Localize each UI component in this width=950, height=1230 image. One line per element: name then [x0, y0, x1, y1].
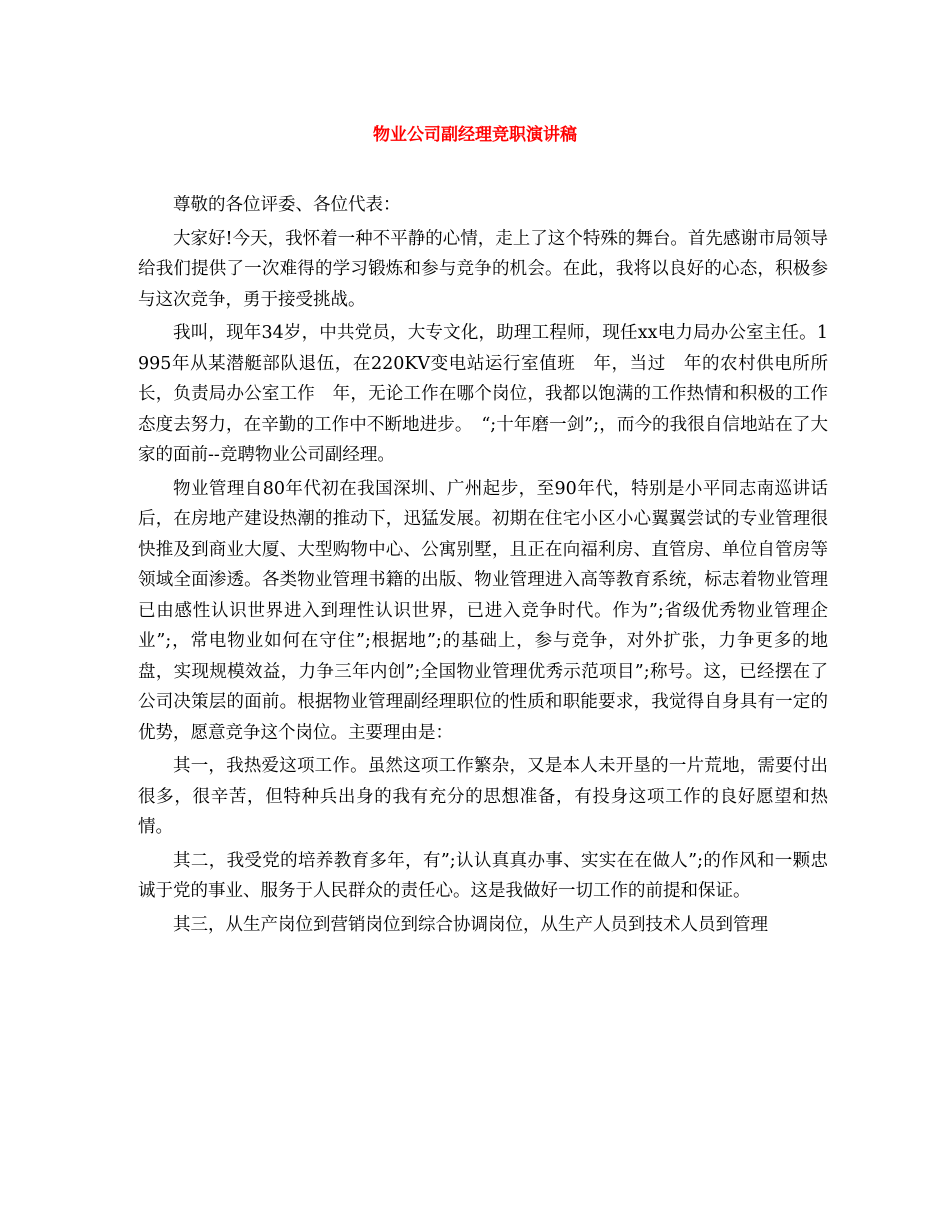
reason-two-paragraph: 其二，我受党的培养教育多年，有”;认认真真办事、实实在在做人”;的作风和一颗忠诚于党的事业、服务于人民群众的责任心。这是我做好一切工作的前提和保证。 [138, 850, 828, 901]
document-body [138, 190, 828, 943]
document-title: 物业公司副经理竞职演讲稿 [373, 125, 577, 145]
greeting-paragraph: 大家好!今天，我怀着一种不平静的心情，走上了这个特殊的舞台。首先感谢市局领导给我们提供了一次难得的学习锻炼和参与竞争的机会。在此，我将以良好的心态，积极参与这次竞争，勇于接受挑战。 [138, 228, 828, 310]
reason-one-paragraph: 其一，我热爱这项工作。虽然这项工作繁杂，又是本人未开垦的一片荒地，需要付出很多，很辛苦，但特种兵出身的我有充分的思想准备，有投身这项工作的良好愿望和热情。 [138, 756, 828, 837]
salutation-paragraph: 尊敬的各位评委、各位代表： [173, 195, 401, 215]
reason-three-paragraph: 其三，从生产岗位到营销岗位到综合协调岗位，从生产人员到技术人员到管理 [173, 914, 768, 935]
self-introduction-paragraph: 我叫，现年34岁，中共党员，大专文化，助理工程师，现任xx电力局办公室主任。1995年从某潜艇部队退伍，在220KV变电站运行室值班 年，当过 年的农村供电所所长，负责局办公室工作 年，无论工作在哪个岗位，我都以饱满的工作热情和积极的工作态度去努力，在辛勤的工作中不断地进步。 “;十年磨一剑”;，而今的我很自信地站在了大家的面前--竞聘物业公司副经理。 [138, 323, 828, 465]
industry-background-paragraph: 物业管理自80年代初在我国深圳、广州起步，至90年代，特别是小平同志南巡讲话后，在房地产建设热潮的推动下，迅猛发展。初期在住宅小区小心翼翼尝试的专业管理很快推及到商业大厦、大型购物中心、公寓别墅，且正在向福利房、直管房、单位自管房等领域全面渗透。各类物业管理书籍的出版、物业管理进入高等教育系统，标志着物业管理已由感性认识世界进入到理性认识世界，已进入竞争时代。作为”;省级优秀物业管理企业”;，常电物业如何在守住”;根据地”;的基础上，参与竞争，对外扩张，力争更多的地盘，实现规模效益，力争三年内创”;全国物业管理优秀示范项目”;称号。这，已经摆在了公司决策层的面前。根据物业管理副经理职位的性质和职能要求，我觉得自身具有一定的优势，愿意竞争这个岗位。主要理由是： [138, 478, 828, 743]
